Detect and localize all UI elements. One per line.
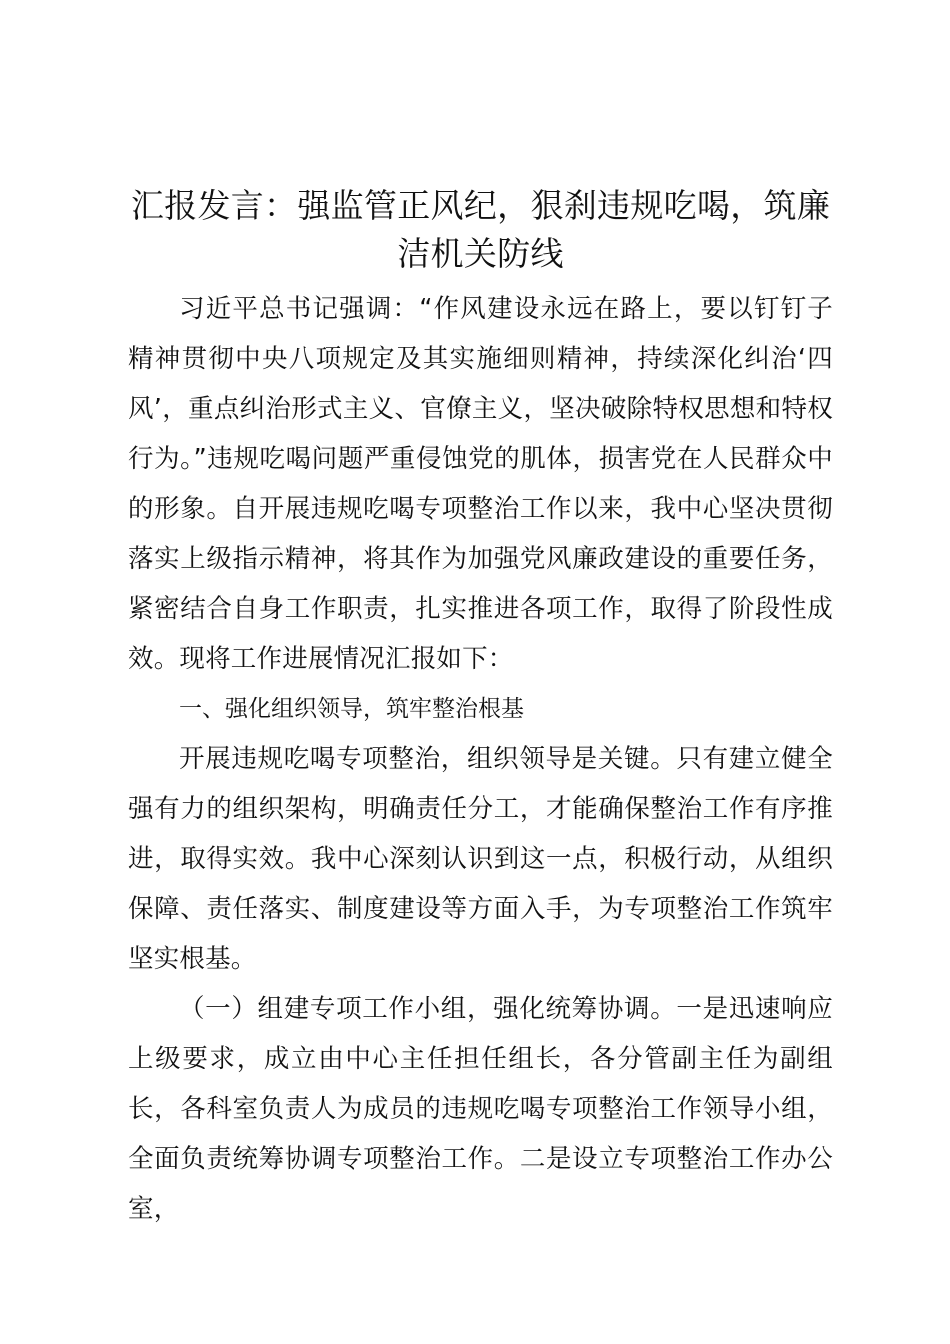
subsection-paragraph: （一）组建专项工作小组，强化统筹协调。一是迅速响应上级要求，成立由中心主任担任组长，各分管副主任为副组长，各科室负责人为成员的违规吃喝专项整治工作领导小组，全面负责统筹协调专项整治工作。二是设立专项整治工作办公室， — [128, 994, 833, 1224]
intro-paragraph: 习近平总书记强调：“作风建设永远在路上，要以钉钉子精神贯彻中央八项规定及其实施细则精神，持续深化纠治‘四风’，重点纠治形式主义、官僚主义，坚决破除特权思想和特权行为。”违规吃喝问题严重侵蚀党的肌体，损害党在人民群众中的形象。自开展违规吃喝专项整治工作以来，我中心坚决贯彻落实上级指示精神，将其作为加强党风廉政建设的重要任务，紧密结合自身工作职责，扎实推进各项工作，取得了阶段性成效。现将工作进展情况汇报如下： — [128, 294, 833, 674]
document-title: 汇报发言：强监管正风纪，狠刹违规吃喝，筑廉洁机关防线 — [130, 186, 831, 273]
section-heading: 一、强化组织领导，筑牢整治根基 — [179, 696, 524, 722]
section-body-paragraph: 开展违规吃喝专项整治，组织领导是关键。只有建立健全强有力的组织架构，明确责任分工，才能确保整治工作有序推进，取得实效。我中心深刻认识到这一点，积极行动，从组织保障、责任落实、制度建设等方面入手，为专项整治工作筑牢坚实根基。 — [128, 744, 833, 974]
document-page — [128, 0, 833, 1344]
